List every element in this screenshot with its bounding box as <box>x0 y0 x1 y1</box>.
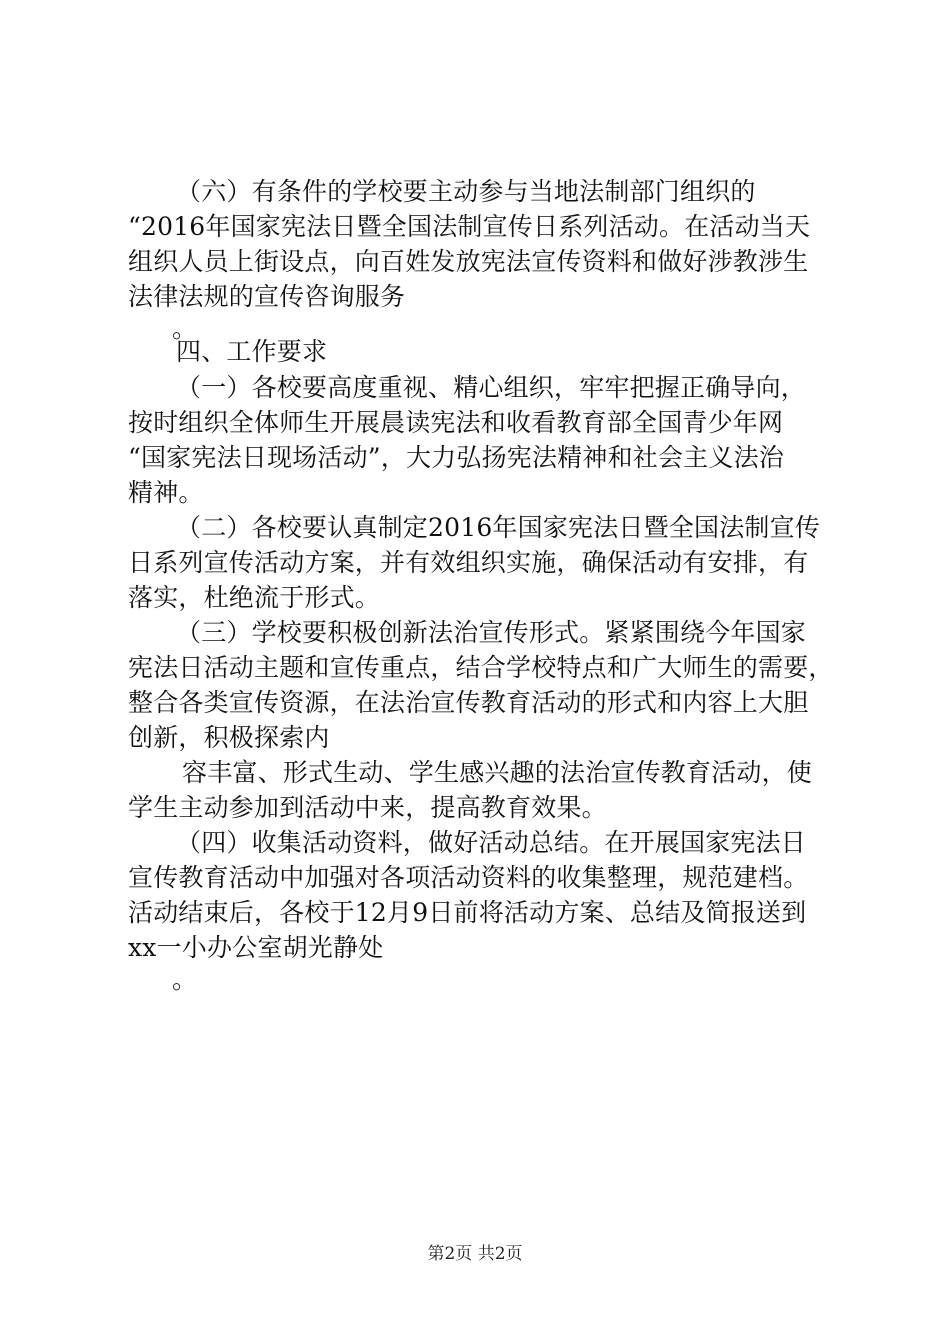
paragraph-line: 落实，杜绝流于形式。 <box>128 583 381 612</box>
paragraph-line: “2016年国家宪法日暨全国法制宣传日系列活动。在活动当天 <box>128 212 811 241</box>
section-heading: 四、工作要求 <box>176 337 328 366</box>
paragraph-line: 。 <box>172 965 198 994</box>
paragraph-line: 宣传教育活动中加强对各项活动资料的收集整理，规范建档。 <box>128 863 809 892</box>
paragraph-line: xx一小办公室胡光静处 <box>128 933 384 962</box>
paragraph-line: “国家宪法日现场活动”，大力弘扬宪法精神和社会主义法治 <box>128 443 784 472</box>
paragraph-line: 学生主动参加到活动中来，提高教育效果。 <box>128 793 607 822</box>
paragraph-line: （一）各校要高度重视、精心组织，牢牢把握正确导向， <box>176 373 807 402</box>
page-number-footer: 第2页 共2页 <box>427 1244 523 1264</box>
paragraph-line: 组织人员上街设点，向百姓发放宪法宣传资料和做好涉教涉生 <box>128 247 809 276</box>
paragraph-line: 整合各类宣传资源，在法治宣传教育活动的形式和内容上大胆 <box>128 688 809 717</box>
paragraph-line: 活动结束后，各校于12月9日前将活动方案、总结及简报送到 <box>128 898 807 927</box>
paragraph-line: 宪法日活动主题和宣传重点，结合学校特点和广大师生的需要， <box>128 653 834 682</box>
paragraph-line: 法律法规的宣传咨询服务 <box>128 282 406 311</box>
paragraph-line: 日系列宣传活动方案，并有效组织实施，确保活动有安排，有 <box>128 548 809 577</box>
paragraph-line: （六）有条件的学校要主动参与当地法制部门组织的 <box>176 177 756 206</box>
paragraph-line: 创新，积极探索内 <box>128 723 330 752</box>
paragraph-line: 按时组织全体师生开展晨读宪法和收看教育部全国青少年网 <box>128 408 784 437</box>
paragraph-line: （三）学校要积极创新法治宣传形式。紧紧围绕今年国家 <box>176 618 807 647</box>
paragraph-line: 精神。 <box>128 478 204 507</box>
paragraph-line: 。 <box>172 314 198 343</box>
paragraph-line: （四）收集活动资料，做好活动总结。在开展国家宪法日 <box>176 828 807 857</box>
paragraph-line: 容丰富、形式生动、学生感兴趣的法治宣传教育活动，使 <box>182 758 813 787</box>
paragraph-line: （二）各校要认真制定2016年国家宪法日暨全国法制宣传 <box>176 513 821 542</box>
